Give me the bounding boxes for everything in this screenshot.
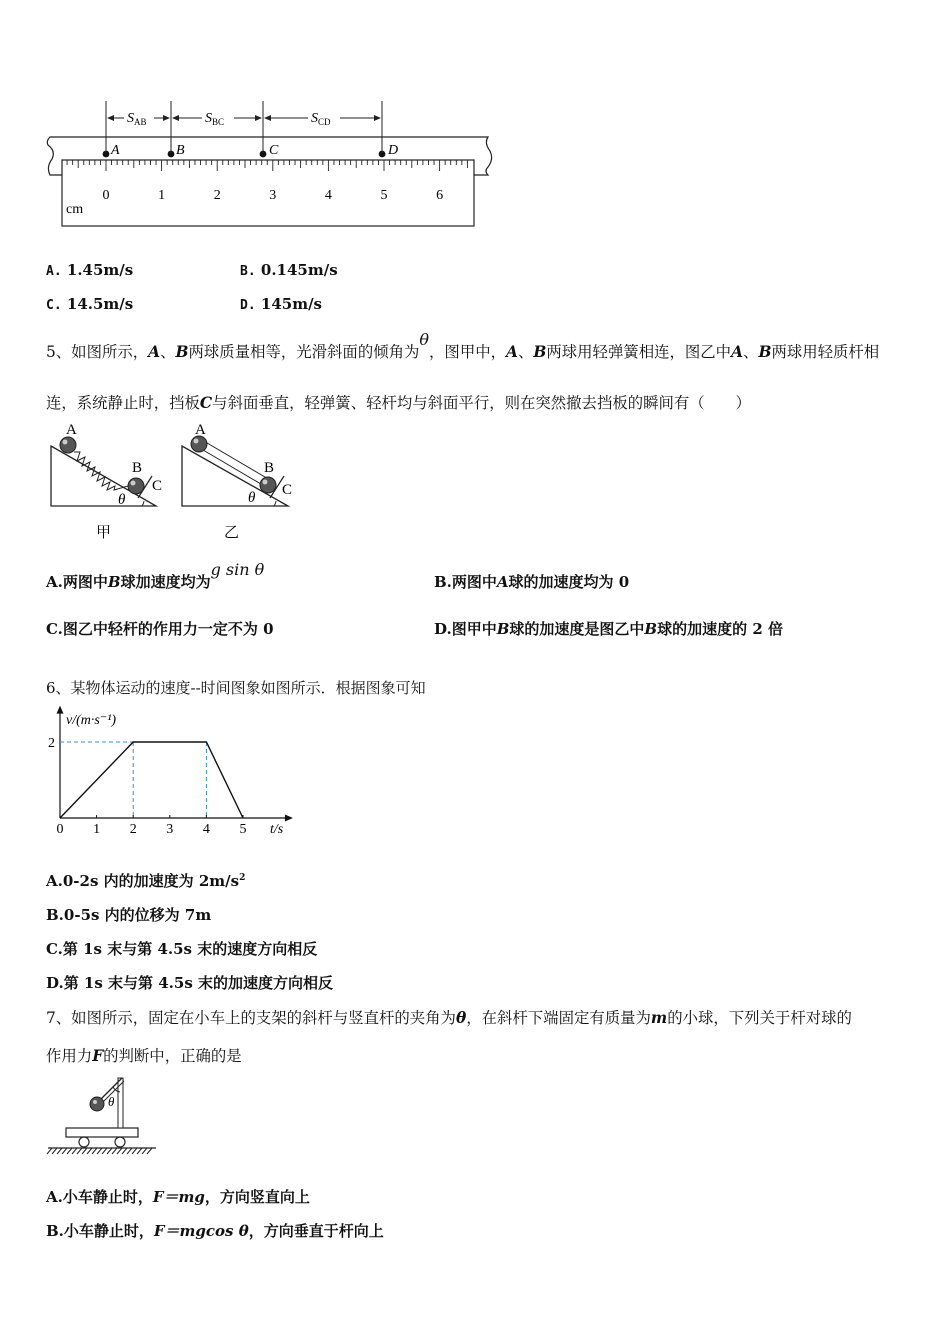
q6-option-d: D.第 1s 末与第 4.5s 末的加速度方向相反	[46, 974, 334, 992]
x-tick-label: 3	[166, 822, 174, 837]
ruler-body	[62, 160, 474, 226]
q4-option-c: C. 14.5m/s	[46, 295, 134, 313]
x-tick-label: 4	[202, 822, 210, 837]
q5-option-d: D.图甲中B球的加速度是图乙中B球的加速度的 2 倍	[434, 620, 783, 638]
q6-option-c: C.第 1s 末与第 4.5s 末的速度方向相反	[46, 940, 318, 958]
svg-text:A: A	[195, 422, 206, 438]
span-cd-label: $S_{CD}$	[311, 111, 331, 127]
q4-option-a: A. 1.45m/s	[46, 261, 134, 279]
q7-cart-figure	[44, 1072, 160, 1162]
ruler-figure	[40, 95, 500, 235]
ruler-tick-label: 3	[269, 188, 277, 203]
q6-stem: 6、某物体运动的速度--时间图象如图所示．根据图象可知	[46, 679, 426, 697]
q6-option-b: B.0-5s 内的位移为 7m	[46, 906, 212, 924]
ground-hatching	[47, 1148, 152, 1154]
svg-text:A: A	[66, 422, 77, 438]
q7-stem-line2: 作用力F的判断中，正确的是	[46, 1047, 242, 1065]
q4-option-d: D. 145m/s	[240, 295, 322, 313]
y-tick-label: 2	[48, 736, 55, 751]
svg-text:θ: θ	[118, 492, 126, 508]
ruler-unit: cm	[66, 202, 84, 217]
velocity-time-chart	[40, 702, 300, 842]
y-axis-arrow	[57, 706, 64, 714]
chart-ylabel: v/(m·s⁻¹)	[66, 713, 117, 728]
ruler-tick-label: 2	[213, 188, 221, 203]
q7-option-b: B.小车静止时，F＝mgcos θ，方向垂直于杆向上	[46, 1222, 384, 1240]
svg-text:B: B	[264, 460, 275, 476]
q5-option-c: C.图乙中轻杆的作用力一定不为 0	[46, 620, 274, 638]
point-d-label: D	[388, 143, 399, 158]
svg-text:C: C	[152, 478, 163, 494]
q5-option-b: B.两图中A球的加速度均为 0	[434, 573, 630, 591]
q5-formula-gsin: g sin θ	[210, 560, 265, 579]
svg-text:B: B	[132, 460, 143, 476]
q7-stem-line1: 7、如图所示，固定在小车上的支架的斜杆与竖直杆的夹角为θ，在斜杆下端固定有质量为m的小球，下列关于杆对球的	[46, 1009, 852, 1027]
q4-option-b: B. 0.145m/s	[240, 261, 338, 279]
chart-xlabel: t/s	[270, 822, 284, 837]
ruler-tick-label: 0	[102, 188, 110, 203]
ruler-tick-label: 1	[158, 188, 166, 203]
point-b-label: B	[176, 143, 185, 158]
span-bc-label: $S_{BC}$	[205, 111, 225, 127]
q7-option-a: A.小车静止时，F＝mg，方向竖直向上	[46, 1188, 310, 1206]
point-c-label: C	[269, 143, 279, 158]
chart-series	[60, 742, 243, 818]
span-ab-label: $S_{AB}$	[127, 111, 147, 127]
point-a-label: A	[111, 143, 120, 158]
q5-figure-yi	[176, 418, 306, 544]
chart-y-ticks	[48, 736, 55, 751]
q6-option-a: A.0-2s 内的加速度为 $2m/s^2$	[46, 872, 246, 890]
q5-theta-symbol: θ	[419, 330, 430, 349]
chart-guides	[60, 742, 206, 818]
q5-figure-jia	[44, 418, 174, 544]
x-tick-label: 1	[93, 822, 101, 837]
ruler-tick-label: 4	[324, 188, 332, 203]
q5-stem-line1: 5、如图所示，A、B两球质量相等，光滑斜面的倾角为θ，图甲中，A、B两球用轻弹簧相连，图乙中A、B两球用轻质杆相	[46, 330, 880, 361]
svg-text:θ: θ	[108, 1094, 115, 1109]
svg-text:C: C	[282, 482, 293, 498]
svg-text:甲: 甲	[96, 525, 112, 541]
ruler-tick-label: 5	[380, 188, 388, 203]
velocity-line	[60, 742, 243, 818]
x-tick-label: 2	[129, 822, 137, 837]
x-tick-label: 0	[56, 822, 64, 837]
svg-text:θ: θ	[248, 490, 256, 506]
q5-stem-line2: 连，系统静止时，挡板C与斜面垂直，轻弹簧、轻杆均与斜面平行，则在突然撤去挡板的瞬间有（ ）	[46, 394, 751, 412]
x-axis-arrow	[285, 815, 293, 822]
svg-text:乙: 乙	[224, 525, 240, 541]
x-tick-label: 5	[239, 822, 247, 837]
q5-option-a: A.两图中B球加速度均为g sin θ	[46, 560, 265, 591]
ruler-tick-label: 6	[436, 188, 444, 203]
